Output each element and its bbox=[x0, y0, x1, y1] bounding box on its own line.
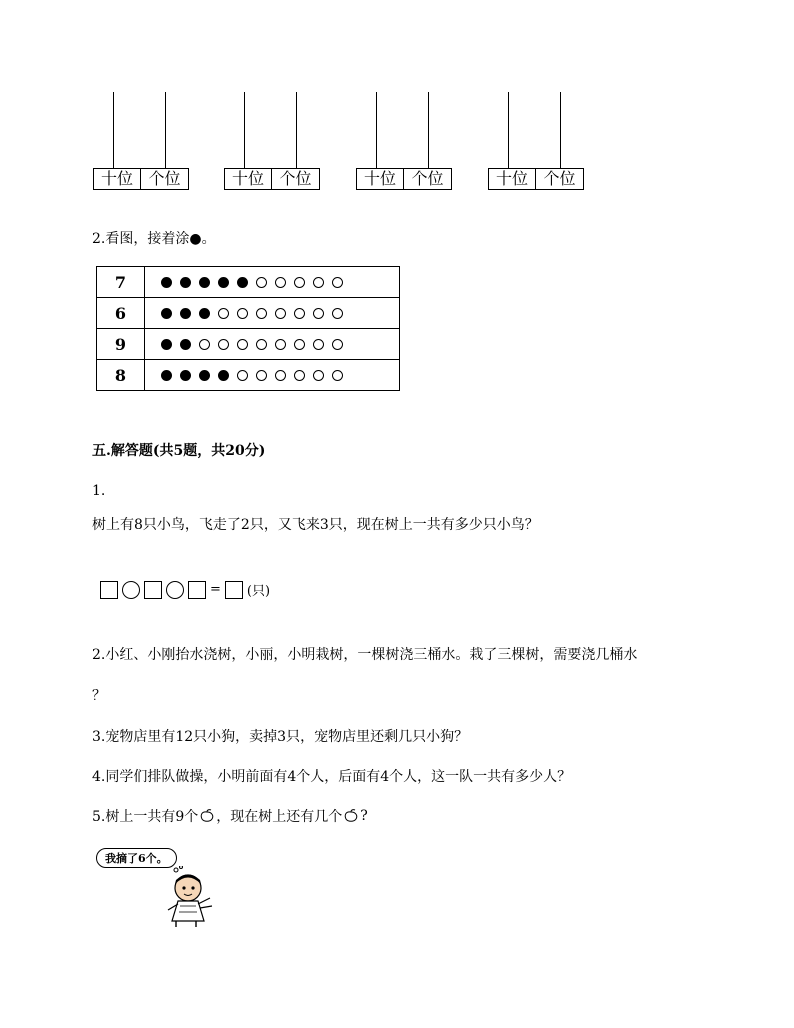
equation-template bbox=[100, 580, 270, 599]
empty-dot[interactable] bbox=[313, 370, 324, 381]
row-number: 9 bbox=[97, 329, 145, 360]
empty-dot[interactable] bbox=[256, 339, 267, 350]
dot-row bbox=[97, 267, 400, 298]
answer-box[interactable] bbox=[100, 581, 118, 599]
place-value-box bbox=[488, 168, 584, 190]
filled-dot bbox=[237, 277, 248, 288]
filled-dot bbox=[161, 277, 172, 288]
empty-dot[interactable] bbox=[313, 308, 324, 319]
empty-dot[interactable] bbox=[294, 308, 305, 319]
tens-rod bbox=[508, 92, 509, 168]
empty-dot[interactable] bbox=[256, 370, 267, 381]
equals-sign: = bbox=[210, 582, 221, 597]
peach-icon bbox=[343, 809, 359, 823]
tens-rod bbox=[376, 92, 377, 168]
empty-dot[interactable] bbox=[256, 308, 267, 319]
empty-dot[interactable] bbox=[275, 308, 286, 319]
ones-rod bbox=[428, 92, 429, 168]
filled-dot bbox=[180, 308, 191, 319]
empty-dot[interactable] bbox=[218, 339, 229, 350]
empty-dot[interactable] bbox=[275, 370, 286, 381]
problem5-part2: ，现在树上还有几个 bbox=[216, 809, 343, 825]
unit-label: (只) bbox=[246, 584, 271, 599]
section-heading: 五.解答题(共5题，共20分) bbox=[92, 443, 266, 459]
problem2-text-cont: ？ bbox=[92, 688, 106, 704]
empty-dot[interactable] bbox=[332, 339, 343, 350]
tens-label: 十位 bbox=[100, 169, 133, 188]
dot-cell bbox=[145, 329, 400, 360]
empty-dot[interactable] bbox=[275, 339, 286, 350]
empty-dot[interactable] bbox=[294, 370, 305, 381]
problem5-part3: ? bbox=[360, 808, 368, 824]
place-value-box bbox=[93, 168, 189, 190]
empty-dot[interactable] bbox=[313, 277, 324, 288]
empty-dot[interactable] bbox=[332, 277, 343, 288]
ones-rod bbox=[165, 92, 166, 168]
row-number: 8 bbox=[97, 360, 145, 391]
answer-box[interactable] bbox=[144, 581, 162, 599]
problem5-part1: 5.树上一共有9个 bbox=[92, 809, 199, 825]
speech-bubble: 我摘了6个。 bbox=[96, 848, 177, 868]
filled-dot bbox=[180, 277, 191, 288]
q2-title: 2.看图，接着涂●。 bbox=[92, 231, 216, 247]
empty-dot[interactable] bbox=[275, 277, 286, 288]
ones-label: 个位 bbox=[535, 169, 583, 189]
empty-dot[interactable] bbox=[237, 308, 248, 319]
filled-dot bbox=[199, 308, 210, 319]
filled-dot bbox=[218, 370, 229, 381]
empty-dot[interactable] bbox=[294, 277, 305, 288]
abacus bbox=[224, 92, 320, 192]
tens-label: 十位 bbox=[495, 169, 528, 188]
empty-dot[interactable] bbox=[332, 370, 343, 381]
child-illustration-icon bbox=[150, 866, 230, 928]
abacus bbox=[488, 92, 584, 192]
problem1-text: 树上有8只小鸟，飞走了2只，又飞来3只，现在树上一共有多少只小鸟？ bbox=[92, 517, 539, 533]
dot-table bbox=[96, 266, 400, 391]
abacus bbox=[356, 92, 452, 192]
abacus bbox=[93, 92, 189, 192]
dot-cell bbox=[145, 360, 400, 391]
dot-row bbox=[97, 329, 400, 360]
empty-dot[interactable] bbox=[237, 339, 248, 350]
ones-rod bbox=[560, 92, 561, 168]
dot-cell bbox=[145, 267, 400, 298]
result-box[interactable] bbox=[225, 581, 243, 599]
ones-label: 个位 bbox=[140, 169, 188, 189]
problem2-text: 2.小红、小刚抬水浇树，小丽，小明栽树，一棵树浇三桶水。栽了三棵树，需要浇几桶水 bbox=[92, 647, 638, 663]
tens-rod bbox=[113, 92, 114, 168]
filled-dot bbox=[218, 277, 229, 288]
filled-dot bbox=[180, 339, 191, 350]
ones-rod bbox=[296, 92, 297, 168]
problem3-text: 3.宠物店里有12只小狗，卖掉3只，宠物店里还剩几只小狗？ bbox=[92, 729, 469, 745]
problem1-number: 1. bbox=[92, 483, 106, 499]
empty-dot[interactable] bbox=[256, 277, 267, 288]
filled-dot bbox=[199, 370, 210, 381]
tens-rod bbox=[244, 92, 245, 168]
dot-row bbox=[97, 360, 400, 391]
operator-circle[interactable] bbox=[166, 581, 184, 599]
empty-dot[interactable] bbox=[218, 308, 229, 319]
place-value-box bbox=[356, 168, 452, 190]
problem4-text: 4.同学们排队做操，小明前面有4个人，后面有4个人，这一队一共有多少人？ bbox=[92, 769, 572, 785]
ones-label: 个位 bbox=[271, 169, 319, 189]
dot-row bbox=[97, 298, 400, 329]
filled-dot bbox=[161, 370, 172, 381]
place-value-box bbox=[224, 168, 320, 190]
empty-dot[interactable] bbox=[332, 308, 343, 319]
tens-label: 十位 bbox=[363, 169, 396, 188]
operator-circle[interactable] bbox=[122, 581, 140, 599]
problem5-text bbox=[92, 806, 368, 826]
dot-cell bbox=[145, 298, 400, 329]
peach-icon bbox=[199, 809, 215, 823]
row-number: 7 bbox=[97, 267, 145, 298]
filled-dot bbox=[161, 339, 172, 350]
answer-box[interactable] bbox=[188, 581, 206, 599]
filled-dot bbox=[199, 277, 210, 288]
tens-label: 十位 bbox=[231, 169, 264, 188]
row-number: 6 bbox=[97, 298, 145, 329]
empty-dot[interactable] bbox=[237, 370, 248, 381]
empty-dot[interactable] bbox=[313, 339, 324, 350]
filled-dot bbox=[161, 308, 172, 319]
ones-label: 个位 bbox=[403, 169, 451, 189]
empty-dot[interactable] bbox=[199, 339, 210, 350]
filled-dot bbox=[180, 370, 191, 381]
empty-dot[interactable] bbox=[294, 339, 305, 350]
